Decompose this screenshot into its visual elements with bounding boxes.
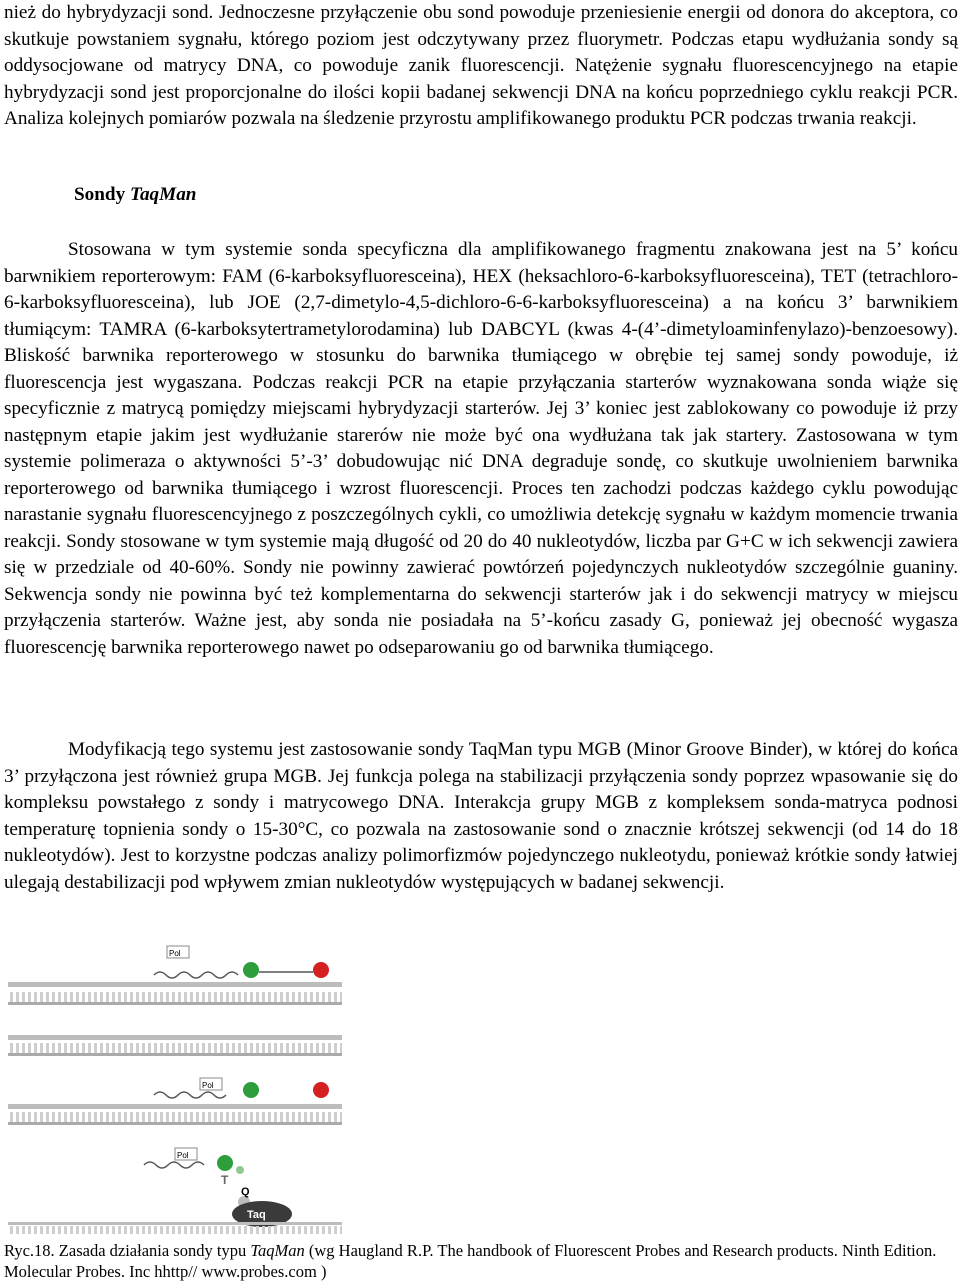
probe-strand — [154, 972, 238, 978]
paragraph-mgb: Modyfikacją tego systemu jest zastosowanie sondy TaqMan typu MGB (Minor Groove Binder), w której do końca 3’ przyłączona jest również grupa MGB. Jej funkcja polega na stabilizacji przyłączenia sondy poprzez wpasowanie się do kompleksu powstałego z sondy i matrycowego DNA. Interakcja grupy MGB z kompleksem sonda-matryca podnosi temperaturę topnienia sondy o 15-30°C, co pozwala na zastosowanie sond o znacznie krótszej sekwencji (od 14 do 18 nukleotydów). Jest to korzystne podczas analizy polimorfizmów pojedynczego nukleotydu, ponieważ krótkie sondy łatwiej ulegają destabilizacji pod wpływem zmian nukleotydów występujących w badanej sekwencji. — [4, 739, 958, 893]
reporter-glow — [236, 1166, 244, 1174]
caption-rest: (wg Haugland R.P. The handbook of Fluorescent Probes and Research products. Ninth Edition. Molecular Probes. Inc hhttp// www.probes.com ) — [4, 1241, 937, 1281]
probe-strand — [154, 1092, 226, 1098]
stage-4 — [8, 1148, 342, 1234]
pol-label: Pol — [202, 1081, 214, 1090]
probe-strand — [144, 1162, 204, 1168]
caption-italic: TaqMan — [250, 1241, 305, 1260]
quencher-dye — [313, 1082, 329, 1098]
q-label: Q — [241, 1186, 250, 1198]
dna-edge — [8, 1122, 342, 1125]
stage-1 — [8, 946, 342, 1005]
pol-label: Pol — [177, 1151, 189, 1160]
figure-caption — [4, 1240, 958, 1282]
paragraph-taqman: Stosowana w tym systemie sonda specyficzna dla amplifikowanego fragmentu znakowana jest na 5’ końcu barwnikiem reporterowym: FAM (6-karboksyfluoresceina), HEX (heksachloro-6-karboksyfluoresceina), TET (tetrachloro-6-karboksyfluoresceina), lub JOE (2,7-dimetylo-4,5-dichloro-6-6-karboksyfluoresceina) a na końcu 3’ barwnikiem tłumiącym: TAMRA (6-karboksytertrametylorodamina) lub DABCYL (kwas 4-(4’-dimetyloaminfenylazo)-benzoesowy). Bliskość barwnika reporterowego w stosunku do barwnika tłumiącego w obrębie tej samej sondy powoduje, iż fluorescencja jest wygaszana. Podczas reakcji PCR na etapie przyłączania starterów wyznakowana sonda wiąże się specyficznie z matrycą pomiędzy miejscami hybrydyzacji starterów. Jej 3’ koniec jest zablokowany co powoduje iż przy następnym etapie jakim jest wydłużanie starerów nie może być ona wydłużana tak jak startery. Zastosowana w tym systemie polimeraza o aktywności 5’-3’ dobudowując nić DNA degraduje sondę, co skutkuje uwolnieniem barwnika reporterowego od barwnika tłumiącego i wzrost fluorescencji. Proces ten zachodzi podczas każdego cyklu powodując narastanie sygnału fluorescencyjnego z poszczególnych cykli, co umożliwia detekcję sygnału w każdym momencie trwania reakcji. Sondy stosowane w tym systemie mają długość od 20 do 40 nukleotydów, liczba par G+C w ich sekwencji zawiera się w przedziale od 40-60%. Sondy nie powinny zawierać powtórzeń pojedynczych nukleotydów szczególnie guaniny. Sekwencja sondy nie powinna być też komplementarna do sekwencji starterów jak i do sekwencji matrycy w miejscu przyłączenia starterów. Ważne jest, aby sonda nie posiadała na 5’-końcu zasady G, ponieważ jej obecność wygasza fluorescencję barwnika reporterowego nawet po odseparowaniu go od barwnika tłumiącego. — [4, 239, 958, 658]
dna-template — [8, 1112, 342, 1122]
paragraph-intro: nież do hybrydyzacji sond. Jednoczesne przyłączenie obu sond powoduje przeniesienie energii od donora do akceptora, co skutkuje powstaniem sygnału, którego poziom jest odczytywany przez fluorymetr. Podczas etapu wydłużania sondy są oddysocjowane od matrycy DNA, co powoduje zanik fluorescencji. Natężenie sygnału fluorescencyjnego na etapie hybrydyzacji sond jest proporcjonalne do ilości kopii badanej sekwencji DNA na końcu poprzedniego cyklu reakcji PCR. Analiza kolejnych pomiarów pozwala na śledzenie przyrostu amplifikowanego produktu PCR podczas trwania reakcji. — [4, 2, 958, 129]
dna-template — [8, 1226, 342, 1234]
reporter-dye — [243, 962, 259, 978]
primer-band — [8, 1104, 342, 1109]
t-label: T — [221, 1173, 229, 1187]
reporter-dye — [243, 1082, 259, 1098]
reporter-dye — [217, 1155, 233, 1171]
dna-template — [8, 1043, 342, 1053]
taqman-figure — [4, 940, 958, 1235]
taq-label: Taq — [247, 1209, 266, 1221]
quencher-dye — [313, 962, 329, 978]
section-heading — [74, 184, 196, 206]
heading-italic: TaqMan — [130, 184, 197, 205]
dna-template — [8, 992, 342, 1002]
primer-band — [8, 982, 342, 987]
primer-band — [8, 1035, 342, 1040]
primer-band — [8, 1222, 342, 1225]
heading-prefix: Sondy — [74, 184, 126, 205]
dna-edge — [8, 1002, 342, 1005]
stage-3 — [8, 1078, 342, 1125]
stage-2 — [8, 1035, 342, 1056]
dna-edge — [8, 1053, 342, 1056]
caption-prefix: Ryc.18. Zasada działania sondy typu — [4, 1241, 247, 1260]
taqman-diagram — [4, 940, 958, 1235]
pol-label: Pol — [169, 949, 181, 958]
